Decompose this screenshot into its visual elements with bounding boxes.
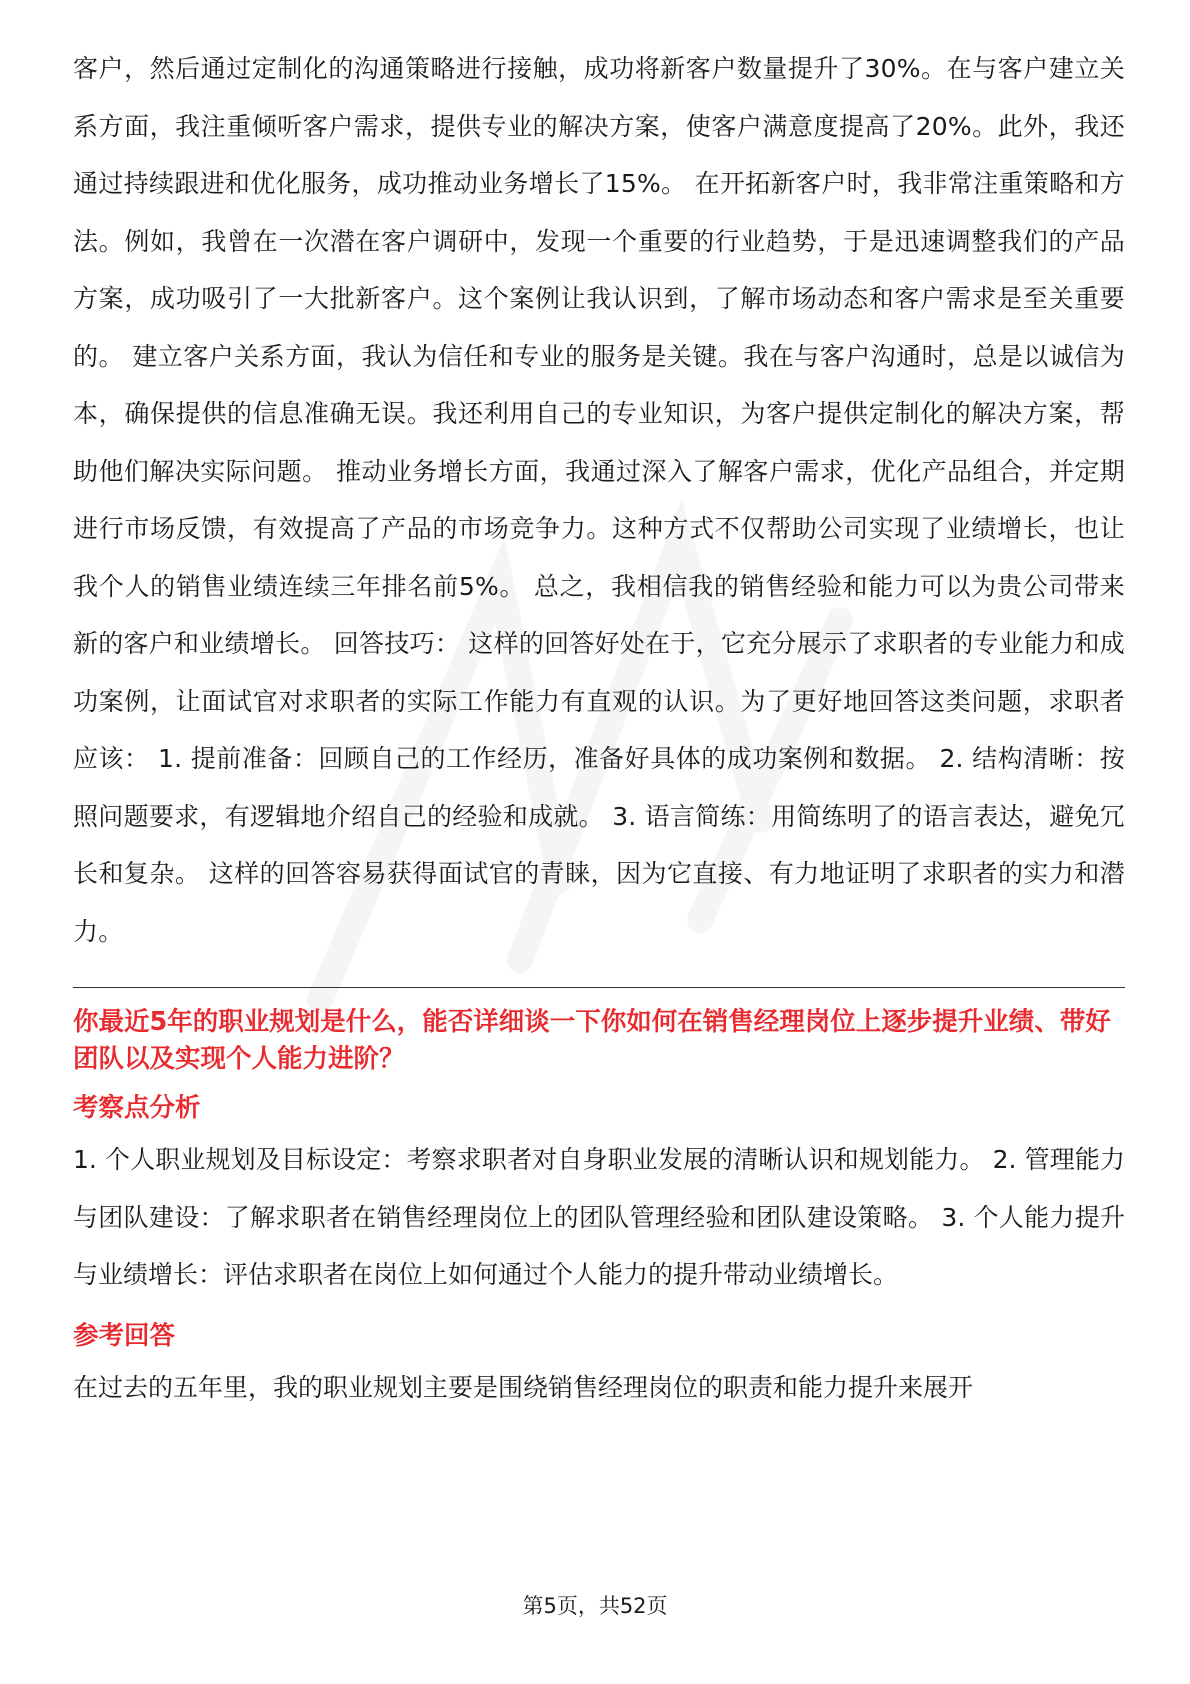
interview-question: 你最近5年的职业规划是什么，能否详细谈一下你如何在销售经理岗位上逐步提升业绩、带好团队以及实现个人能力进阶？ <box>73 1007 1111 1074</box>
analysis-heading: 考察点分析 <box>73 1093 201 1123</box>
answer-text: 在过去的五年里，我的职业规划主要是围绕销售经理岗位的职责和能力提升来展开 <box>73 1372 974 1402</box>
analysis-text: 1. 个人职业规划及目标设定：考察求职者对自身职业发展的清晰认识和规划能力。 2. 管理能力与团队建设：了解求职者在销售经理岗位上的团队管理经验和团队建设策略。 3. 个人能力提升与业绩增长：评估求职者在岗位上如何通过个人能力的提升带动业绩增长。 <box>73 1145 1125 1289</box>
body-paragraph: 客户，然后通过定制化的沟通策略进行接触，成功将新客户数量提升了30%。在与客户建立关系方面，我注重倾听客户需求，提供专业的解决方案，使客户满意度提高了20%。此外，我还通过持续跟进和优化服务，成功推动业务增长了15%。 在开拓新客户时，我非常注重策略和方法。例如，我曾在一次潜在客户调研中，发现一个重要的行业趋势，于是迅速调整我们的产品方案，成功吸引了一大批新客户。这个案例让我认识到，了解市场动态和客户需求是至关重要的。 建立客户关系方面，我认为信任和专业的服务是关键。我在与客户沟通时，总是以诚信为本，确保提供的信息准确无误。我还利用自己的专业知识，为客户提供定制化的解决方案，帮助他们解决实际问题。 推动业务增长方面，我通过深入了解客户需求，优化产品组合，并定期进行市场反馈，有效提高了产品的市场竞争力。这种方式不仅帮助公司实现了业绩增长，也让我个人的销售业绩连续三年排名前5%。 总之，我相信我的销售经验和能力可以为贵公司带来新的客户和业绩增长。 回答技巧： 这样的回答好处在于，它充分展示了求职者的专业能力和成功案例，让面试官对求职者的实际工作能力有直观的认识。为了更好地回答这类问题，求职者应该： 1. 提前准备：回顾自己的工作经历，准备好具体的成功案例和数据。 2. 结构清晰：按照问题要求，有逻辑地介绍自己的经验和成就。 3. 语言简练：用简练明了的语言表达，避免冗长和复杂。 这样的回答容易获得面试官的青睐，因为它直接、有力地证明了求职者的实力和潜力。 <box>73 54 1125 946</box>
section-divider <box>73 987 1125 988</box>
page-content <box>73 40 1125 1416</box>
answer-heading: 参考回答 <box>73 1320 176 1351</box>
page-number: 第5页，共52页 <box>522 1594 668 1618</box>
